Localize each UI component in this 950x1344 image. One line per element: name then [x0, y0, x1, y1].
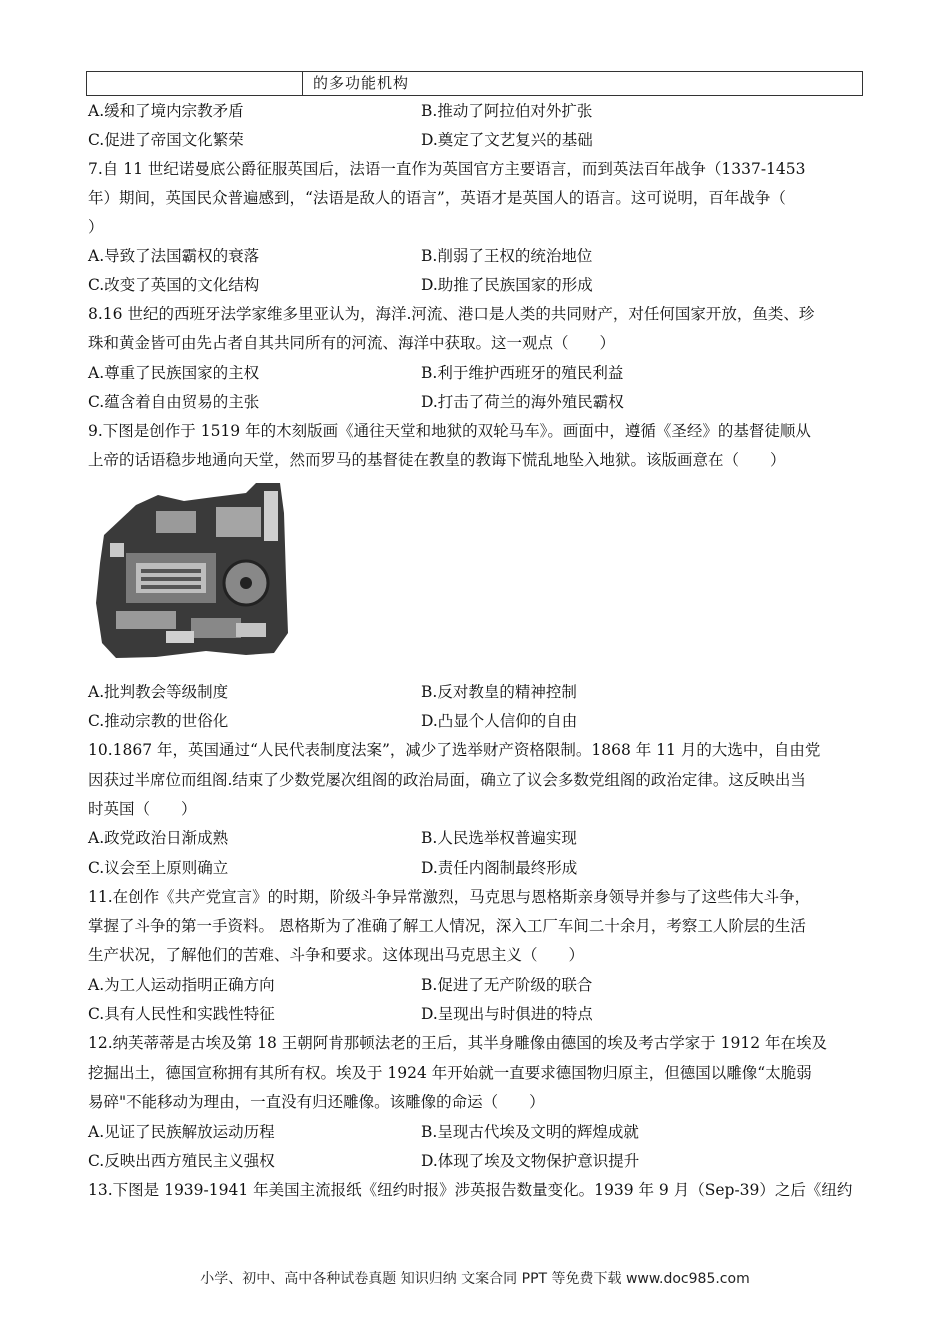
q10-option-b: B.人民选举权普遍实现 [421, 829, 577, 847]
q6-option-a: A.缓和了境内宗教矛盾 [88, 102, 244, 120]
q6-option-c: C.促进了帝国文化繁荣 [88, 131, 244, 149]
q11-option-c: C.具有人民性和实践性特征 [88, 1005, 275, 1023]
q6-option-d: D.奠定了文艺复兴的基础 [421, 131, 593, 149]
q8-option-d: D.打击了荷兰的海外殖民霸权 [421, 393, 624, 411]
q11-option-a: A.为工人运动指明正确方向 [88, 976, 275, 994]
q10-option-c: C.议会至上原则确立 [88, 859, 229, 877]
q8-stem-line: 珠和黄金皆可由先占者自其共同所有的河流、海洋中获取。这一观点（ ） [88, 334, 616, 352]
q9-option-d: D.凸显个人信仰的自由 [421, 712, 578, 730]
q7-stem-line: 7.自 11 世纪诺曼底公爵征服英国后，法语一直作为英国官方主要语言，而到英法百年战争（1337-1453 [88, 160, 806, 178]
woodcut-print-image [96, 483, 292, 658]
q11-stem-line: 掌握了斗争的第一手资料。 恩格斯为了准确了解工人情况，深入工厂车间二十余月，考察工人阶层的生活 [88, 917, 806, 935]
q7-stem-line: 年）期间，英国民众普遍感到，“法语是敌人的语言”，英语才是英国人的语言。这可说明，百年战争（ [88, 189, 786, 207]
q10-stem-line: 因获过半席位而组阁.结束了少数党屡次组阁的政治局面，确立了议会多数党组阁的政治定律。这反映出当 [88, 771, 806, 789]
q10-stem-line: 时英国（ ） [88, 800, 197, 818]
q12-stem-line: 挖掘出土，德国宣称拥有其所有权。埃及于 1924 年开始就一直要求德国物归原主，但德国以雕像“太脆弱 [88, 1064, 812, 1082]
q12-option-b: B.呈现古代埃及文明的辉煌成就 [421, 1123, 639, 1141]
q9-stem-line: 上帝的话语稳步地通向天堂，然而罗马的基督徒在教皇的教诲下慌乱地坠入地狱。该版画意在（ ） [88, 451, 786, 469]
q11-option-b: B.促进了无产阶级的联合 [421, 976, 593, 994]
q8-option-c: C.蕴含着自由贸易的主张 [88, 393, 260, 411]
q12-stem-line: 12.纳芙蒂蒂是古埃及第 18 王朝阿肯那顿法老的王后，其半身雕像由德国的埃及考古学家于 1912 年在埃及 [88, 1034, 828, 1052]
table-empty-cell [87, 72, 303, 95]
q10-option-d: D.责任内阁制最终形成 [421, 859, 578, 877]
q8-option-b: B.利于维护西班牙的殖民利益 [421, 364, 624, 382]
q7-stem-line: ） [88, 218, 104, 236]
q7-option-b: B.削弱了王权的统治地位 [421, 247, 593, 265]
q9-option-b: B.反对教皇的精神控制 [421, 683, 577, 701]
q12-stem-line: 易碎"不能移动为理由，一直没有归还雕像。该雕像的命运（ ） [88, 1093, 545, 1111]
table-cell: 的多功能机构 [313, 74, 410, 92]
q11-option-d: D.呈现出与时俱进的特点 [421, 1005, 593, 1023]
q10-stem-line: 10.1867 年，英国通过“人民代表制度法案”，减少了选举财产资格限制。1868 年 11 月的大选中，自由党 [88, 741, 821, 759]
table-fragment [86, 71, 863, 96]
q11-stem-line: 生产状况，了解他们的苦难、斗争和要求。这体现出马克思主义（ ） [88, 946, 585, 964]
q12-option-a: A.见证了民族解放运动历程 [88, 1123, 275, 1141]
q8-stem-line: 8.16 世纪的西班牙法学家维多里亚认为，海洋.河流、港口是人类的共同财产，对任何国家开放，鱼类、珍 [88, 305, 815, 323]
page-footer: 小学、初中、高中各种试卷真题 知识归纳 文案合同 PPT 等免费下载 www.doc985.com [200, 1271, 750, 1287]
q7-option-c: C.改变了英国的文化结构 [88, 276, 260, 294]
q12-option-c: C.反映出西方殖民主义强权 [88, 1152, 275, 1170]
q7-option-a: A.导致了法国霸权的衰落 [88, 247, 260, 265]
q6-option-b: B.推动了阿拉伯对外扩张 [421, 102, 593, 120]
q9-stem-line: 9.下图是创作于 1519 年的木刻版画《通往天堂和地狱的双轮马车》。画面中，遵循《圣经》的基督徒顺从 [88, 422, 811, 440]
q11-stem-line: 11.在创作《共产党宣言》的时期，阶级斗争异常激烈，马克思与恩格斯亲身领导并参与了这些伟大斗争， [88, 888, 811, 906]
q13-stem-line: 13.下图是 1939-1941 年美国主流报纸《纽约时报》涉英报告数量变化。1939 年 9 月（Sep-39）之后《纽约 [88, 1181, 853, 1199]
q9-option-c: C.推动宗教的世俗化 [88, 712, 229, 730]
q9-option-a: A.批判教会等级制度 [88, 683, 229, 701]
q8-option-a: A.尊重了民族国家的主权 [88, 364, 260, 382]
q12-option-d: D.体现了埃及文物保护意识提升 [421, 1152, 640, 1170]
q7-option-d: D.助推了民族国家的形成 [421, 276, 593, 294]
q10-option-a: A.政党政治日渐成熟 [88, 829, 229, 847]
